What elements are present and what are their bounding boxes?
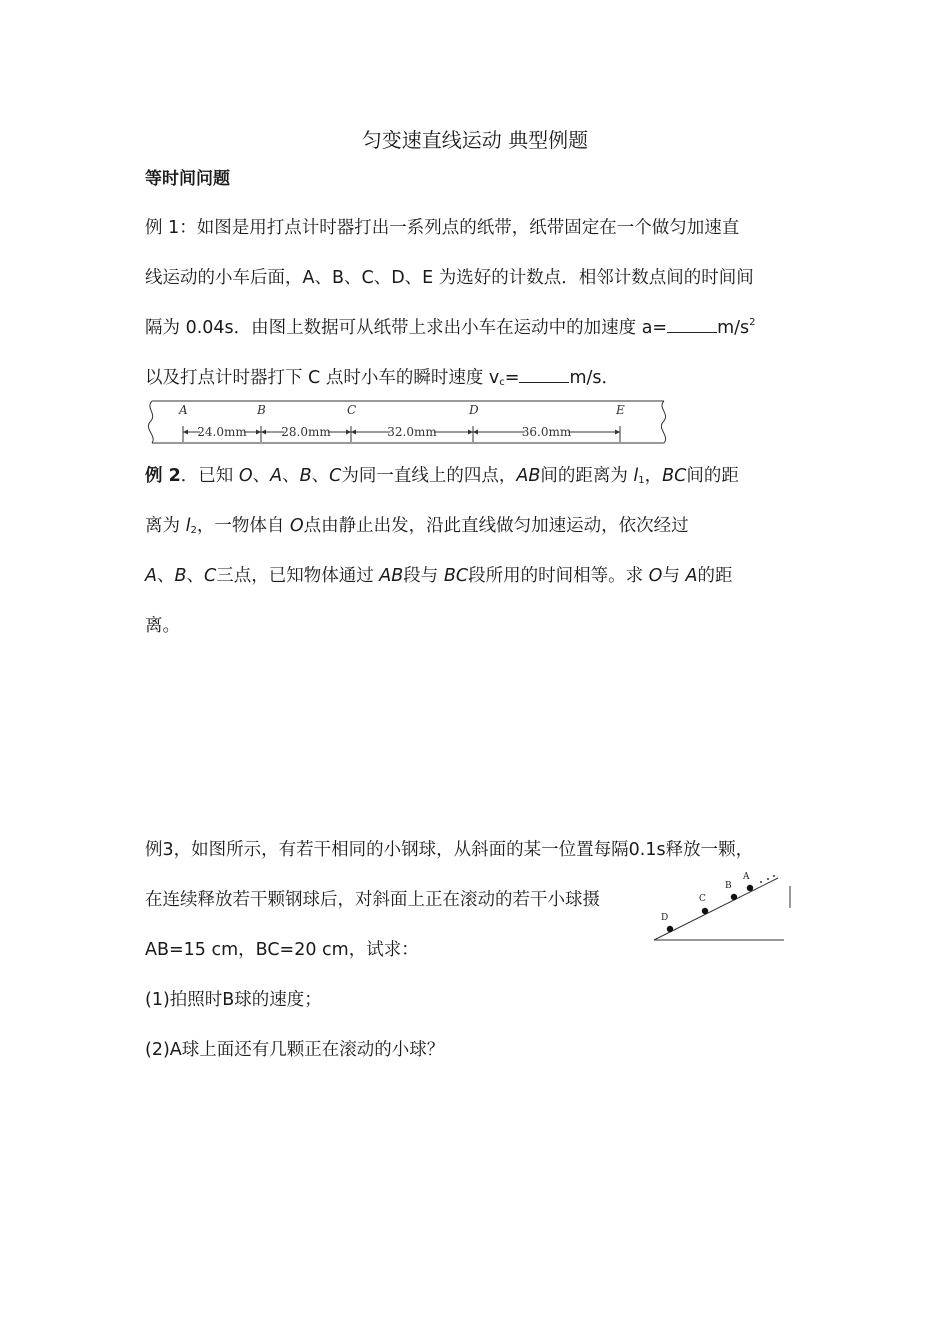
- section-heading: 等时间问题: [145, 169, 230, 189]
- separator: 、: [311, 466, 330, 486]
- point-B: B: [299, 466, 312, 486]
- steel-ball: [702, 908, 708, 914]
- steel-ball: [731, 894, 737, 900]
- text-segment: 段所用的时间相等。求: [468, 566, 649, 586]
- acceleration-answer-blank[interactable]: [667, 317, 717, 333]
- point-C: C: [329, 466, 342, 486]
- point-A: A: [685, 566, 698, 586]
- tape-point-label: D: [469, 403, 479, 417]
- tape-arrowhead: [351, 430, 356, 435]
- ball-label: A: [743, 872, 750, 882]
- incline-figure: [640, 866, 800, 946]
- tape-point-label: E: [616, 403, 625, 417]
- segment-BC: BC: [662, 466, 687, 486]
- velocity-answer-blank[interactable]: [519, 367, 569, 383]
- segment-BC: BC: [443, 566, 469, 586]
- separator: 、: [156, 566, 175, 586]
- text-segment: ．已知: [180, 466, 239, 486]
- tape-right-wavy-edge: [661, 401, 665, 443]
- example2-line1: [145, 462, 739, 487]
- example1-line1: 例 1：如图是用打点计时器打出一系列点的纸带，纸带固定在一个做匀加速直: [145, 218, 740, 238]
- separator: 、: [252, 466, 271, 486]
- tape-point-label: C: [347, 403, 357, 417]
- point-O: O: [289, 516, 304, 536]
- example2-line2: [145, 512, 689, 537]
- tape-points: [178, 403, 625, 442]
- example1-line2: 线运动的小车后面，A、B、C、D、E 为选好的计数点．相邻计数点间的时间间: [145, 268, 754, 288]
- ball-label: C: [699, 894, 706, 904]
- dot: [760, 881, 762, 883]
- text-segment: 的距: [697, 566, 733, 586]
- point-O: O: [648, 566, 663, 586]
- example2-line3: [145, 562, 733, 587]
- length-l1: l: [633, 466, 639, 486]
- tape-arrowhead: [473, 430, 478, 435]
- separator: 、: [186, 566, 204, 586]
- text-segment: 段与: [403, 566, 444, 586]
- tape-arrowhead: [261, 430, 266, 435]
- subscript: 1: [638, 475, 645, 486]
- text-segment: ，一物体自: [196, 516, 290, 536]
- example3-line2: 在连续释放若干颗钢球后，对斜面上正在滚动的若干小球摄: [145, 890, 600, 910]
- velocity-unit: m/s．: [569, 368, 619, 388]
- text-segment: ，: [644, 466, 663, 486]
- unit-exponent: 2: [749, 317, 756, 328]
- text-segment: 三点，已知物体通过: [216, 566, 380, 586]
- separator: 、: [282, 466, 300, 486]
- example1-line4-text: 以及打点计时器打下 C 点时小车的瞬时速度 v: [145, 368, 500, 388]
- dot: [773, 875, 775, 877]
- tape-segment-length: 32.0mm: [387, 425, 437, 439]
- text-segment: 间的距离为: [540, 466, 634, 486]
- velocity-subscript: c: [499, 377, 505, 388]
- text-segment: 为同一直线上的四点，: [341, 466, 517, 486]
- point-A: A: [270, 466, 283, 486]
- length-l2: l: [185, 516, 191, 536]
- example1-line4: [145, 364, 619, 389]
- example3-line3: AB=15 cm，BC=20 cm，试求：: [145, 940, 419, 960]
- dot: [767, 878, 769, 880]
- ball-label: D: [661, 913, 669, 923]
- tape-left-wavy-edge: [148, 401, 153, 443]
- acceleration-unit: m/s: [717, 318, 750, 338]
- incline-balls: [661, 872, 753, 932]
- point-A: A: [145, 566, 157, 586]
- tape-arrowhead: [256, 430, 261, 435]
- tape-segment-length: 24.0mm: [197, 425, 247, 439]
- text-segment: 间的距: [686, 466, 739, 486]
- example1-line3-text: 隔为 0.04s．由图上数据可从纸带上求出小车在运动中的加速度 a=: [145, 318, 668, 338]
- tape-point-label: B: [257, 403, 266, 417]
- example2-label: 例 2: [145, 466, 181, 486]
- steel-ball: [667, 926, 673, 932]
- tape-arrowhead: [468, 430, 473, 435]
- text-segment: 点由静止出发，沿此直线做匀加速运动，依次经过: [303, 516, 689, 536]
- text-segment: 与: [662, 566, 686, 586]
- text-segment: 离为: [145, 516, 186, 536]
- segment-AB: AB: [516, 466, 541, 486]
- example3-line1: 例3，如图所示，有若干相同的小钢球，从斜面的某一位置每隔0.1s释放一颗，: [145, 840, 754, 860]
- example1-line3: [145, 314, 756, 339]
- tape-arrowhead: [183, 430, 188, 435]
- steel-ball: [747, 885, 753, 891]
- example2-line4: 离。: [145, 616, 180, 636]
- ball-label: B: [725, 881, 732, 891]
- question-1: (1)拍照时B球的速度；: [145, 990, 322, 1010]
- page-title: 匀变速直线运动 典型例题: [361, 128, 589, 152]
- equals-sign: =: [504, 368, 520, 388]
- tape-arrowhead: [615, 430, 620, 435]
- segment-AB: AB: [379, 566, 404, 586]
- subscript: 2: [190, 525, 197, 536]
- paper-tape-figure: [144, 398, 674, 448]
- point-B: B: [174, 566, 187, 586]
- point-C: C: [204, 566, 217, 586]
- question-2: (2)A球上面还有几颗正在滚动的小球？: [145, 1040, 445, 1060]
- tape-arrowhead: [346, 430, 351, 435]
- tape-segment-length: 36.0mm: [521, 425, 572, 439]
- tape-point-label: A: [179, 403, 188, 417]
- tape-segment-length: 28.0mm: [281, 425, 331, 439]
- point-O: O: [238, 466, 253, 486]
